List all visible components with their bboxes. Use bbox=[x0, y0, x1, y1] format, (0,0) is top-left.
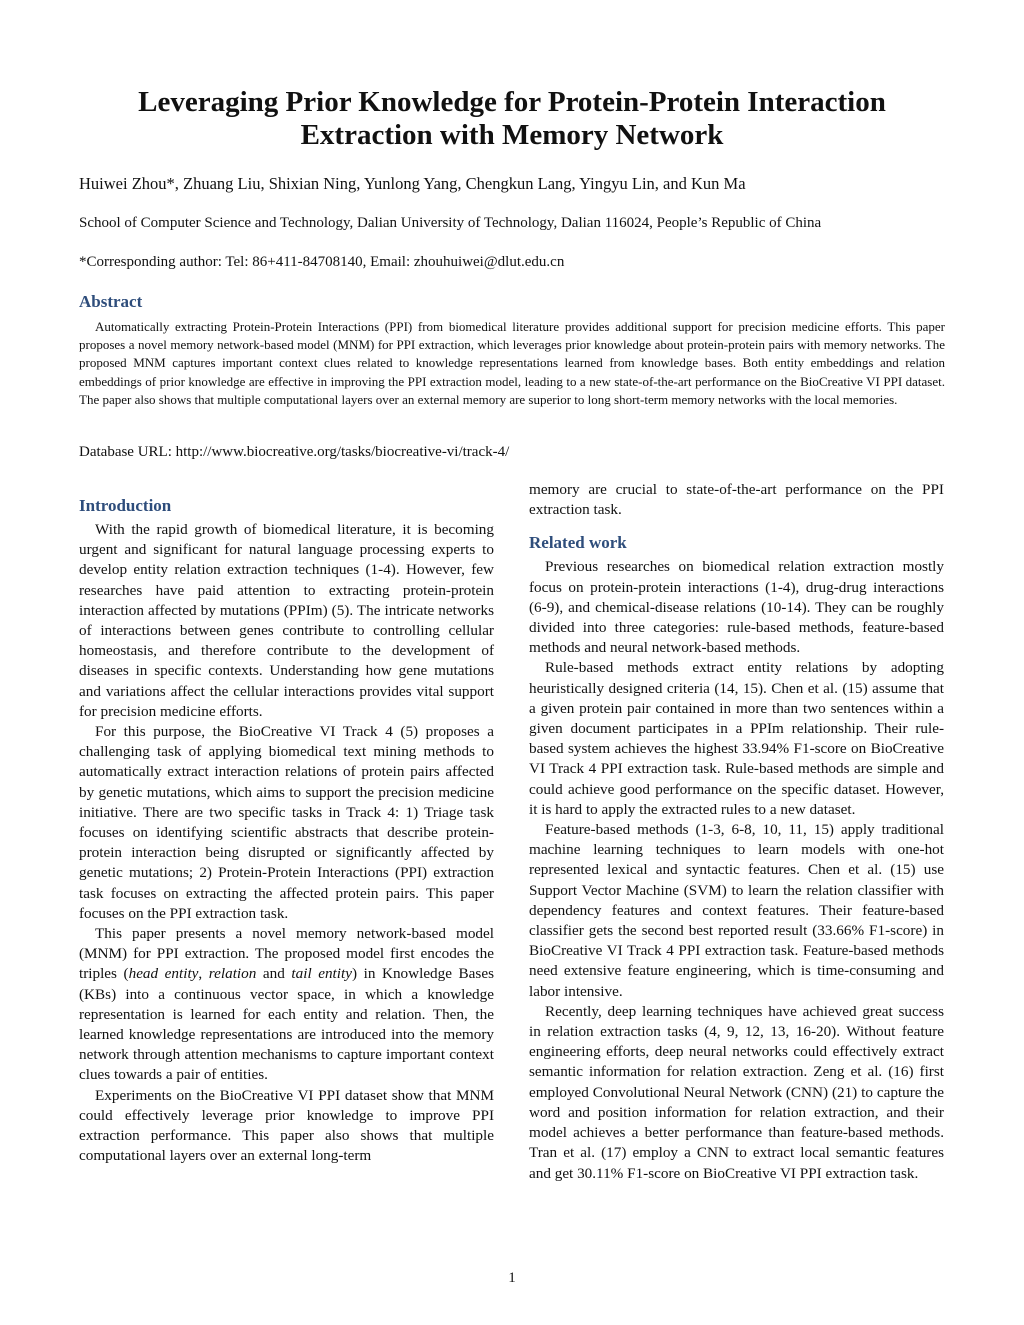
page-number: 1 bbox=[508, 1270, 516, 1286]
related-paragraph-2: Rule-based methods extract entity relations by adopting heuristically designed criteria (14, 15). Chen et al. (15) assume that a given protein pair contained in more than two sentences within a given document participates in a PPIm relationship. Their rule-based system achieves the highest 33.94% F1-score on BioCreative VI Track 4 PPI extraction task. Rule-based methods are simple and could achieve good performance on the specific dataset. However, it is hard to apply the extracted rules to a new dataset. bbox=[529, 659, 944, 818]
paper-title-line-2: Extraction with Memory Network bbox=[300, 119, 724, 151]
intro-p3-part-c: and bbox=[256, 965, 292, 983]
term-head-entity: head entity bbox=[128, 965, 199, 983]
intro-paragraph-1: With the rapid growth of biomedical literature, it is becoming urgent and significant for natural language processing experts to develop entity relation extraction techniques (1-4). However, few researches have paid attention to extracting protein-protein interaction affected by mutations (PPIm) (5). The intricate networks of interactions between genes contribute to controlling cellular homeostasis, and therefore contribute to the development of diseases in specific contexts. Understanding how gene mutations and variations affect the cellular interactions provides vital support for precision medicine efforts. bbox=[79, 521, 494, 720]
intro-paragraph-2: For this purpose, the BioCreative VI Track 4 (5) proposes a challenging task of applying biomedical text mining methods to automatically extract interaction relations of protein pairs affected by genetic mutations, which aims to support the precision medicine initiative. There are two specific tasks in Track 4: 1) Triage task focuses on identifying scientific abstracts that describe protein-protein interaction being disrupted or significantly affected by genetic mutations; 2) Protein-Protein Interactions (PPI) extraction task focuses on extracting the affected protein pairs. This paper focuses on the PPI extraction task. bbox=[79, 723, 494, 922]
abstract-heading: Abstract bbox=[79, 292, 143, 311]
intro-paragraph-4: Experiments on the BioCreative VI PPI dataset show that MNM could effectively leverage prior knowledge to improve PPI extraction performance. This paper also shows that multiple computational layers over an external long-term bbox=[79, 1086, 494, 1165]
related-paragraph-4: Recently, deep learning techniques have achieved great success in relation extraction tasks (4, 9, 12, 13, 16-20). Without feature engineering efforts, deep neural networks could effectively extract semantic information for relation extraction. Zeng et al. (16) first employed Convolutional Neural Network (CNN) (21) to capture the word and position information for relation extraction, and their model achieves a better performance than feature-based methods. Tran et al. (17) employ a CNN to extract local semantic features and get 30.11% F1-score on BioCreative VI PPI extraction task. bbox=[529, 1002, 944, 1182]
related-paragraph-3: Feature-based methods (1-3, 6-8, 10, 11, 15) apply traditional machine learning techniques to learn models with one-hot represented lexical and syntactic features. Chen et al. (15) use Support Vector Machine (SVM) to learn the relation classifier with dependency features and context features. Their feature-based classifier gets the second best reported result (33.66% F1-score) in BioCreative VI Track 4 PPI extraction task. Feature-based methods need extensive feature engineering, which is time-consuming and labor intensive. bbox=[529, 821, 944, 1000]
intro-p3-part-a: This paper presents a novel memory network-based model (MNM) for PPI extraction. The proposed model first encodes the triples ( bbox=[79, 925, 494, 983]
related-work-heading: Related work bbox=[529, 533, 627, 553]
related-paragraph-1: Previous researches on biomedical relation extraction mostly focus on protein-protein interactions (1-4), drug-drug interactions (6-9), and chemical-disease relations (10-14). They can be roughly divided into three categories: rule-based methods, feature-based methods and neural network-based methods. bbox=[529, 558, 944, 657]
introduction-heading: Introduction bbox=[79, 496, 172, 515]
term-tail-entity: tail entity bbox=[291, 965, 352, 983]
corresponding-author: *Corresponding author: Tel: 86+411-84708140, Email: zhouhuiwei@dlut.edu.cn bbox=[79, 254, 565, 270]
intro-p3-part-d: ) in Knowledge Bases (KBs) into a continuous vector space, in which a knowledge representation is learned for each entity and relation. Then, the learned knowledge representations are introduced into the memory network through attention mechanisms to capture important context clues towards a pair of entities. bbox=[79, 965, 494, 1084]
abstract-text: Automatically extracting Protein-Protein Interactions (PPI) from biomedical literature provides additional support for precision medicine efforts. This paper proposes a novel memory network-based model (MNM) for PPI extraction, which leverages prior knowledge about protein-protein pairs with memory networks. The proposed MNM captures important context clues related to knowledge representations learned from knowledge bases. Both entity embeddings and relation embeddings of prior knowledge are effective in improving the PPI extraction model, leading to a new state-of-the-art performance on the BioCreative VI PPI dataset. The paper also shows that multiple computational layers over an external memory are superior to long short-term memory networks with the local memories. bbox=[79, 319, 945, 407]
database-url: Database URL: http://www.biocreative.org/tasks/biocreative-vi/track-4/ bbox=[79, 444, 510, 460]
paper-title bbox=[60, 86, 964, 152]
intro-continuation: memory are crucial to state-of-the-art performance on the PPI extraction task. bbox=[529, 481, 944, 519]
affiliation: School of Computer Science and Technology, Dalian University of Technology, Dalian 116024, People’s Republic of China bbox=[79, 215, 822, 231]
intro-p3-part-b: , bbox=[198, 965, 209, 983]
left-column bbox=[79, 495, 494, 1167]
intro-paragraph-3 bbox=[79, 924, 494, 1086]
paper-title-line-1: Leveraging Prior Knowledge for Protein-Protein Interaction bbox=[138, 86, 886, 118]
term-relation: relation bbox=[208, 965, 257, 983]
right-column bbox=[529, 480, 944, 1184]
author-list: Huiwei Zhou*, Zhuang Liu, Shixian Ning, Yunlong Yang, Chengkun Lang, Yingyu Lin, and Kun Ma bbox=[79, 174, 746, 193]
